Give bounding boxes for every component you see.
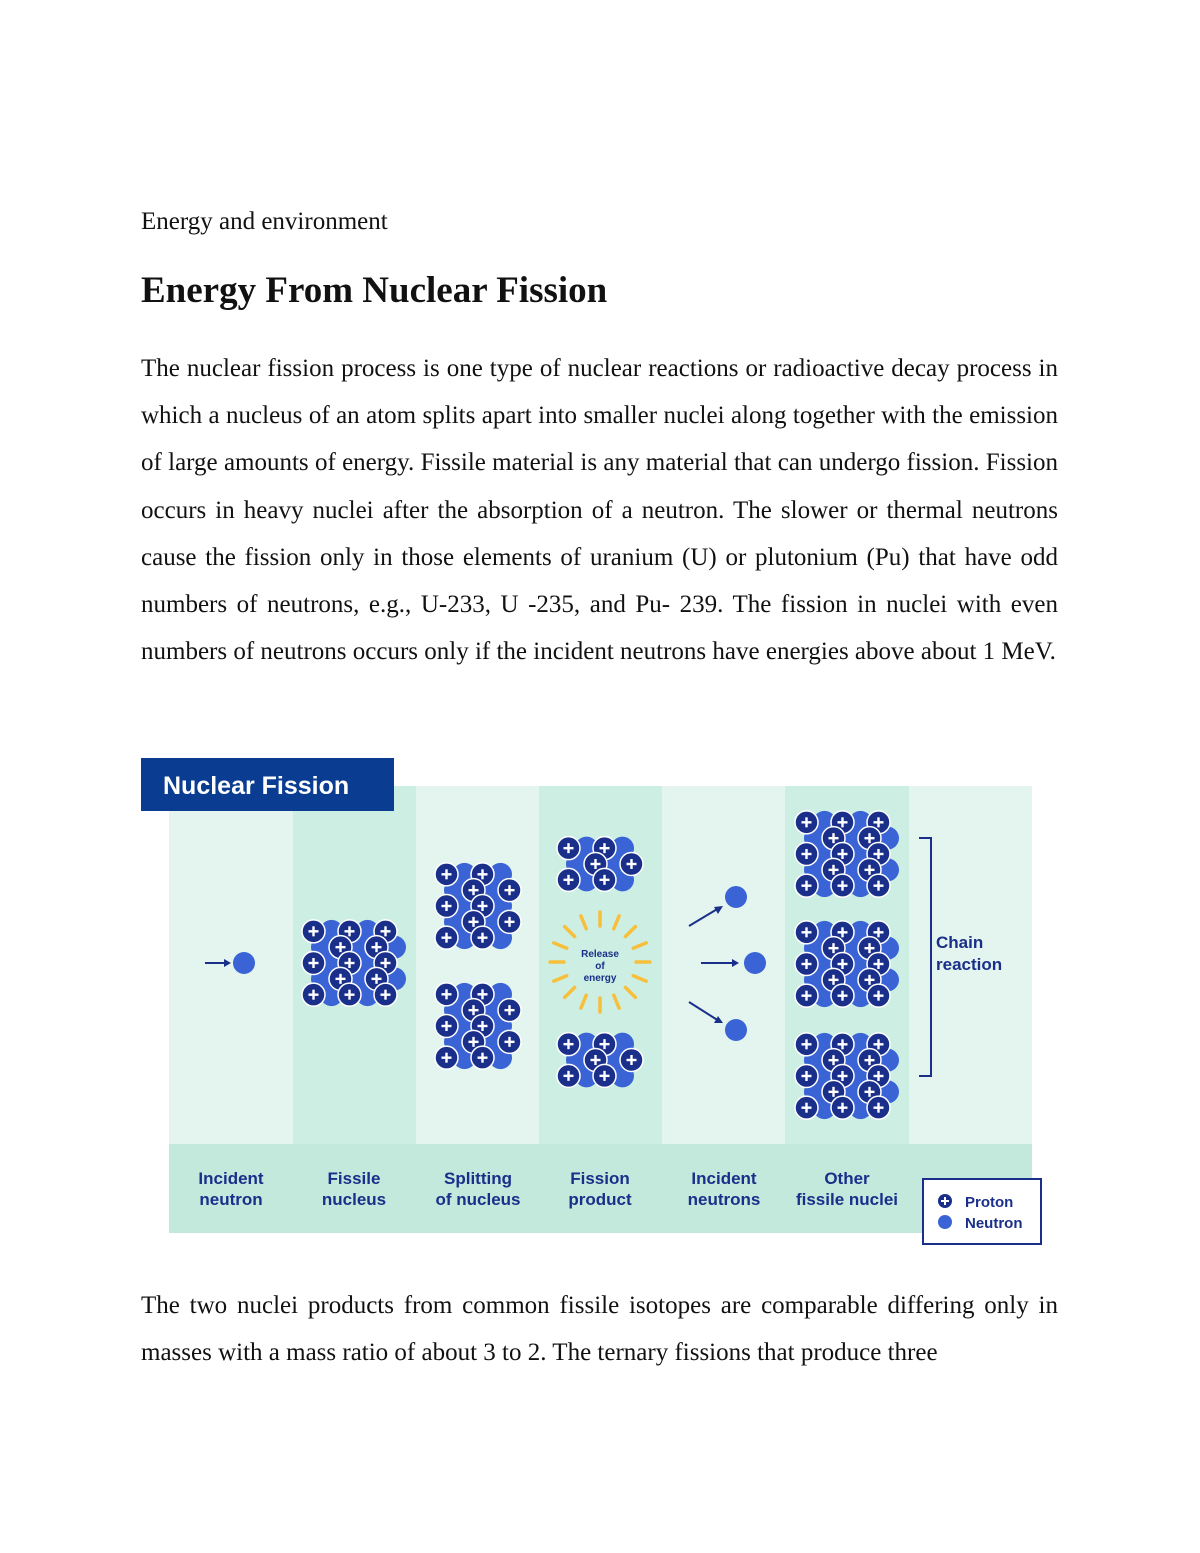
label-band xyxy=(169,1144,1032,1233)
chain-label-line1: Chain xyxy=(936,933,984,952)
col1-label-line2: neutron xyxy=(199,1190,263,1209)
col5-label-line1: Incident xyxy=(691,1169,757,1188)
energy-label-line2: of xyxy=(595,961,605,972)
released-neutron-3 xyxy=(725,1019,747,1041)
splitting-nucleus-bottom xyxy=(435,983,521,1069)
fissile-nucleus xyxy=(302,920,406,1006)
chain-label-line2: reaction xyxy=(936,955,1003,974)
col2-label-line2: nucleus xyxy=(321,1190,387,1209)
other-fissile-nucleus-2 xyxy=(795,921,899,1007)
other-fissile-nucleus-1 xyxy=(795,811,899,897)
released-neutron-1 xyxy=(725,886,747,908)
legend-box xyxy=(923,1179,1041,1244)
neutron-legend-icon xyxy=(938,1215,952,1229)
incident-neutron xyxy=(233,952,255,974)
col6-label-line1: Other xyxy=(824,1169,870,1188)
col6-label-line2: fissile nuclei xyxy=(795,1190,899,1209)
energy-label-line1: Release xyxy=(581,949,619,960)
energy-label-line3: energy xyxy=(583,973,617,984)
fission-product-bottom xyxy=(557,1033,643,1088)
other-fissile-nucleus-3 xyxy=(795,1033,899,1119)
col5-label-line2: neutrons xyxy=(687,1190,761,1209)
fission-product-top xyxy=(557,837,643,892)
paragraph-1: The nuclear fission process is one type of nuclear reactions or radioactive decay process in which a nucleus of an atom splits apart into smaller nuclei along together with the emission of large amounts of energy. Fissile material is any material that can undergo fission. Fission occurs in heavy nuclei after the absorption of a neutron. The slower or thermal neutrons cause the fission only in those elements of uranium (U) or plutonium (Pu) that have odd numbers of neutrons, e.g., U-233, U -235, and Pu- 239. The fission in nuclei with even numbers of neutrons occurs only if the incident neutrons have energies above about 1 MeV. xyxy=(141,355,1058,666)
splitting-nucleus-top xyxy=(435,863,521,949)
document-subject: Energy and environment xyxy=(141,208,388,235)
col2-label-line1: Fissile xyxy=(327,1169,381,1188)
proton-legend-icon xyxy=(938,1194,952,1208)
legend-neutron-label: Neutron xyxy=(965,1215,1023,1232)
col1-label-line1: Incident xyxy=(198,1169,264,1188)
col3-label-line2: of nucleus xyxy=(435,1190,521,1209)
legend-proton-label: Proton xyxy=(965,1194,1014,1211)
col4-label-line2: product xyxy=(568,1190,632,1209)
released-neutron-2 xyxy=(744,952,766,974)
col3-label-line1: Splitting xyxy=(444,1169,512,1188)
document-title: Energy From Nuclear Fission xyxy=(141,270,608,311)
paragraph-2: The two nuclei products from common fissile isotopes are comparable differing only in masses with a mass ratio of about 3 to 2. The ternary fissions that produce three xyxy=(141,1292,1058,1367)
col4-label-line1: Fission xyxy=(570,1169,630,1188)
figure-title: Nuclear Fission xyxy=(163,772,350,800)
nuclear-fission-figure xyxy=(141,758,1045,1248)
